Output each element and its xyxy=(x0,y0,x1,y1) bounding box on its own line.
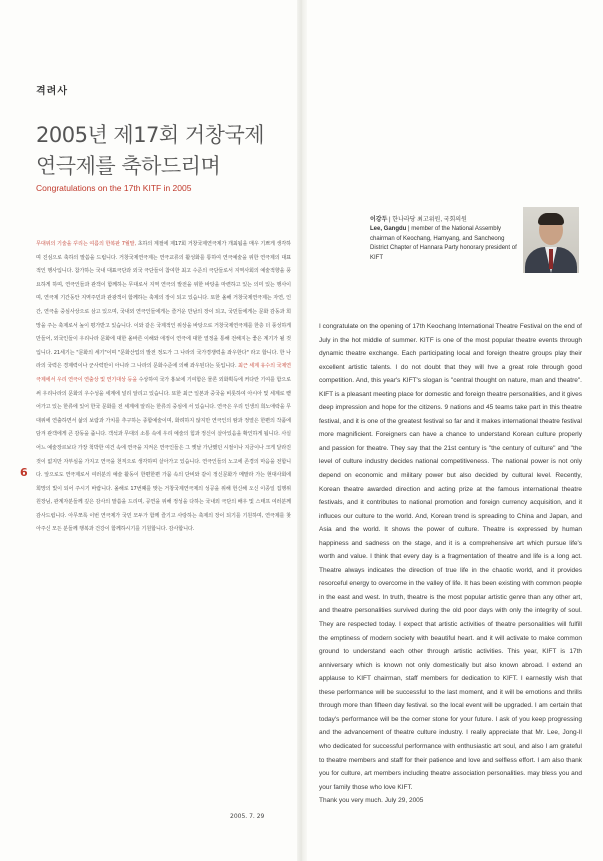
title-line-2: 연극제를 축하드리며 xyxy=(36,154,221,178)
english-subtitle: Congratulations on the 17th KITF in 2005 xyxy=(36,183,192,193)
author-bio xyxy=(370,216,520,263)
author-title-en: | member of the National Assembly chairman of Keochang, Hamyang, and Sancheong District Chapter of Hannara Party honorary president of KIFT xyxy=(370,226,517,261)
english-paragraph: I congratulate on the opening of 17th Keochang International Theatre Festival on the end of July in the hot middle of summer. KITF is one of the most popular theatre events through dynamic theatre exchange. Each participating local and foreign theatre groups play their excellent artistic talents. I do not doubt that they will hve a great role through good competition. And, this year's KIFT's slogan is "central thought on nature, man and theatre". KIFT is a pleasant meeting place for domestic and foreign theatre personalities, and it gives deep impression and hope for the citizens. 9 nations and 45 teams take part in this theatre festival, and it is one of the greatest festival so far and it makes international theatre festival more magnificient. Foreigners can have a chance to understand Korean culture properly and passion for theatre. They say that the 21st century is "the century of culture" and "the level of culture industry decides national competitiveness. The national power is not only depend on economic and military power but also decided by cultural level. Recently, Korean theatre awarded direction and acting prize at the famous international theatre festivals, and it contributes to national promotion and foreign currency acquisition, and it influces our culture to the world. And, Korean trend is spreading to China and Japan, and Asia and the world. It shows the power of culture. Theatre is expressed by human happiness and sadness on the stage, and it is a comprehensive art which pursue life's worth and value. I think that every day is a fragmentation of theatre and life is a long act. Theatre always indicates the direction of true life in the chaotic world, and it provides resorceful energy to overcome in the valley of life. It has been existing with common people in the east and west. In truth, theatre is the most popular artistic genre than any other art, and theatre personalities survived during the old poor days with only the integrity of soul. They are respected today. I expect that artistic activities of theatre personalities will fulfill the emptiness of modern society with beautiful heart. and it will activate to make common ground to understand each other through artistic activities. This year, KIFT is 17th anniversary which is known not only domestically but also known abroad. I extend an applause to KIFT chairman, staff members for dedication to KIFT. I earnestly wish that these performance will be successful to the last moment, and it will be emotions and thrills through more than fifteen day festival. so the local event will be upgraded. I am certain that today's performance will be the corner stone for your future. I ask of you keep progressing and the advancement of theatre culture industry. I really appreciate that Mr. Lee, Jong-Il who dedicated for successful performance with enthusiastic art soul, and also I am grateful to theatre members and staff for their patience and love and selfless effort. I am also thank you for culture, art members including theatre association personalities. may bless you and your family those who love KIFT. xyxy=(319,323,582,791)
english-body xyxy=(319,320,582,808)
author-title-kr: | 한나라당 최고위원, 국회의원 xyxy=(387,217,467,223)
english-closing: Thank you very much. July 29, 2005 xyxy=(319,797,424,805)
page-title xyxy=(36,120,356,182)
korean-paragraph-2: 수상하여 국가 홍보에 기여함은 물론 외화획득에 커다란 기여를 함으로써 우리나라의 문화의 우수성을 세계에 널리 알리고 있습니다. 또한 최근 일본과 중국을 비롯하여 아시아 및 세계로 뻗어가고 있는 한류에 있어 한국 문화를 전 세계에 알리는 한류의 중심에 서 있습니다. 연극은 우리 인생의 희노애락을 무대위에 연출하면서 삶의 보람과 가치를 추구하는 종합예술이며, 화려하지 않지만 연극인의 땀과 정열은 한편의 작품에 담겨 관객에게 큰 감동을 줍니다. 객석과 무대의 소통 속에 우리 예술의 힘과 정신이 살아있음을 확인하게 됩니다. 사실 어느 예술장르보다 가장 척박한 여건 속에 연극을 지켜온 연극인들은 그 옛날 가난했던 시절이나 지금이나 크게 달라진 것이 없지만 자부심을 가지고 연극을 천직으로 생각하며 살아가고 있습니다. 연극인들의 노고에 존경의 마음을 전합니다. 앞으로도 연극제로서 여러분의 예술 활동이 한편한편 가뭄 속의 단비와 같이 정신문화가 메말라 가는 현대사회에 희망의 빛이 되어 주시기 바랍니다. 올해로 17번째를 맞는 거창국제연극제의 성공을 위해 헌신해 오신 이종일 집행위원장님, 관계자분들께 깊은 감사의 말씀을 드리며, 공연을 위해 정성을 다하는 국내외 극단의 배우 및 스태프 여러분께 감사드립니다. 아무쪼록 이번 연극제가 국민 모두가 함께 즐기고 사랑하는 축제의 장이 되기를 기원하며, 연극제를 찾아주신 모든 분들께 행복과 건강이 함께하시기를 기원합니다. 감사합니다. xyxy=(36,376,291,533)
korean-paragraph-1: 초하의 계절에 제17회 거창국제연극제가 개최됨을 매우 기쁘게 생각하며 진심으로 축하의 말씀을 드립니다. 거창국제연극제는 연극교류의 활성화를 통하여 연극예술을 위한 연극제의 대표적인 행사입니다. 참가하는 국내 대표극단과 외국 극단들이 참여한 최고 수준의 극단들로서 지역사회의 예술적향을 풍요하게 하며, 연극인들과 관객이 함께하는 무대로서 지역 연극의 발전을 위한 바탕을 마련하고 있는 의미 있는 행사이며, 연극제 기간동안 지역주민과 관광객이 함께하는 축제의 장이 되고 있습니다. 또한 올해 거창국제연극제는 자연, 인간, 연극을 중심사상으로 삼고 있으며, 국내외 연극인들에게는 즐거운 만남의 장이 되고, 국민들에게는 문화 감동과 희망을 주는 축제로서 높이 평가받고 있습니다. 이와 같은 국제적인 위상을 바탕으로 거창국제연극제를 한층 더 풍성하게 만들어, 외국인들이 우리나라 문화에 대한 올바른 이해와 애정이 연극에 대한 열정을 통해 전해지는 좋은 계기가 될 것입니다. 21세기는 "문화의 세기"이며 "문화산업의 발전 정도가 그 나라의 국가경쟁력을 좌우한다" 라고 합니다. 한 나라의 국력은 경제력이나 군사력만이 아니라 그 나라의 문화수준에 의해 좌우된다는 뜻입니다. xyxy=(36,241,291,370)
title-line-1: 2005년 제17회 거창국제 xyxy=(36,123,265,147)
page-number: 6 xyxy=(20,466,28,479)
author-name-kr: 이강두 xyxy=(370,217,388,223)
author-name-en: Lee, Gangdu xyxy=(370,226,407,233)
korean-date: 2005. 7. 29 xyxy=(230,813,265,820)
korean-highlight-mid: 최근 세계 유수의 국제연극제에서 우리 연극이 연출상 및 연기대상 등을 xyxy=(36,363,291,383)
korean-body xyxy=(36,238,291,537)
author-photo xyxy=(523,207,579,273)
korean-highlight-opening: 무대위의 기술을 꾸리는 여름의 한복판 7월말, xyxy=(36,241,137,247)
section-label: 격려사 xyxy=(36,86,68,97)
